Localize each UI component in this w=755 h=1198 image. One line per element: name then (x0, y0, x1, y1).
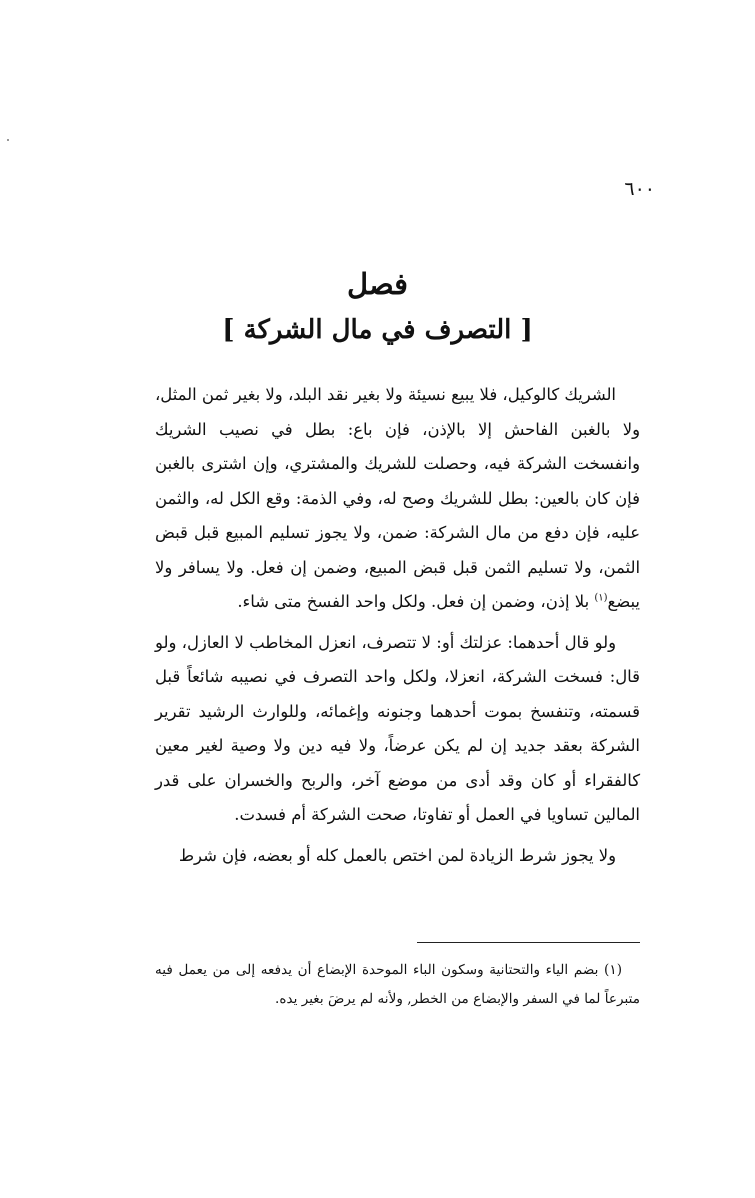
footnote-divider (417, 942, 640, 943)
page-number: ٦٠٠ (624, 178, 655, 200)
margin-mark (7, 139, 9, 141)
footnote-1: (١) بضم الياء والتحتانية وسكون الباء الموحدة الإبضاع أن يدفعه إلى من يعمل فيه متبرعاً لما في السفر والإبضاع من الخطر, ولأنه لم يرضَ بغير يده. (155, 962, 640, 1007)
chapter-heading: فصل (347, 267, 408, 302)
section-title: [ التصرف في مال الشركة ] (222, 314, 533, 345)
paragraph-1 (155, 378, 640, 620)
body-text (155, 378, 640, 879)
paragraph-1-continuation: بلا إذن، وضمن إن فعل. ولكل واحد الفسخ متى شاء. (237, 592, 595, 611)
paragraph-2: ولو قال أحدهما: عزلتك أو: لا تتصرف، انعزل المخاطب لا العازل، ولو قال: فسخت الشركة، انعزلا، ولكل واحد التصرف في نصيبه شائعاً قبل قسمته، وتنفسخ بموت أحدهما وجنونه وإغمائه، وللوارث الرشيد تقرير الشركة بعقد جديد إن لم يكن عرضاً، ولا فيه دين ولا وصية لغير معين كالفقراء أو كان وقد أدى من موضع آخر، والربح والخسران على قدر المالين تساويا في العمل أو تفاوتا، صحت الشركة أم فسدت. (155, 632, 640, 824)
paragraph-1-text: الشريك كالوكيل، فلا يبيع نسيئة ولا بغير نقد البلد، ولا بغير ثمن المثل، ولا بالغبن الفاحش إلا بالإذن، فإن باع: بطل في نصيب الشريك وانفسخت الشركة فيه، وحصلت للشريك والمشتري، وإن اشترى بالغبن فإن كان بالعين: بطل للشريك وصح له، وفي الذمة: وقع الكل له، والثمن عليه، فإن دفع من مال الشركة: ضمن، ولا يجوز تسليم المبيع قبل قبض الثمن، ولا تسليم الثمن قبل قبض المبيع، وضمن إن فعل. ولا يسافر ولا يبضع (155, 385, 640, 611)
paragraph-3: ولا يجوز شرط الزيادة لمن اختص بالعمل كله أو بعضه، فإن شرط (178, 845, 616, 865)
footnotes (155, 956, 640, 1014)
footnote-ref: (١) (594, 592, 608, 604)
